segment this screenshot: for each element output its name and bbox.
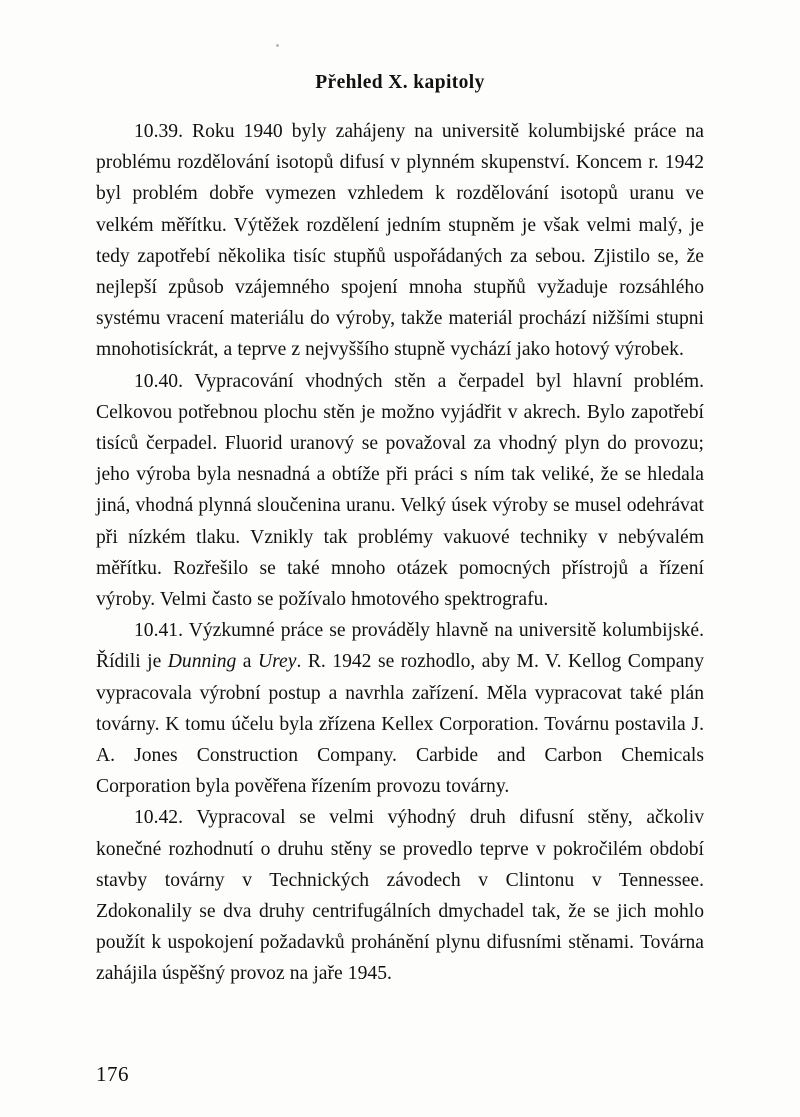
paragraph-10-41-rest: . R. 1942 se rozhodlo, aby M. V. Kellog Company vypracovala výrobní postup a navrhla zařízení. Měla vypracovat také plán továrny. K tomu účelu byla zřízena Kellex Corporation. Továrnu postavila J. A. Jones Construction Company. Carbide and Carbon Chemicals Corporation byla pověřena řízením provozu továrny. xyxy=(96,651,705,798)
page-speck xyxy=(276,44,279,47)
document-body xyxy=(96,116,704,990)
paragraph-10-41 xyxy=(96,615,704,802)
name-urey: Urey xyxy=(258,651,297,673)
page-title: Přehled X. kapitoly xyxy=(315,72,485,93)
paragraph-10-41-lead: 10.41. Výzkumné práce se prováděly hlavně na universitě kolumbijské. Řídili je xyxy=(96,620,704,673)
page-number: 176 xyxy=(96,1062,129,1086)
paragraph-10-40: 10.40. Vypracování vhodných stěn a čerpadel byl hlavní problém. Celkovou potřebnou plochu stěn je možno vyjádřit v akrech. Bylo zapotřebí tisíců čerpadel. Fluorid uranový se považoval za vhodný plyn do provozu; jeho výroba byla nesnadná a obtíže při práci s ním tak veliké, že se hledala jiná, vhodná plynná sloučenina uranu. Velký úsek výroby se musel odehrávat při nízkém tlaku. Vznikly tak problémy vakuové techniky v nebývalém měřítku. Rozřešilo se také mnoho otázek pomocných přístrojů a řízení výroby. Velmi často se požívalo hmotového spektrografu. xyxy=(96,370,704,611)
name-dunning: Dunning xyxy=(167,651,237,673)
paragraph-10-42: 10.42. Vypracoval se velmi výhodný druh difusní stěny, ačkoliv konečné rozhodnutí o druhu stěny se provedlo teprve v pokročilém období stavby továrny v Technických závodech v Clintonu v Tennessee. Zdokonalily se dva druhy centrifugálních dmychadel tak, že se jich mohlo použít k uspokojení požadavků prohánění plynu difusními stěnami. Továrna zahájila úspěšný provoz na jaře 1945. xyxy=(96,807,704,985)
paragraph-10-41-conjunction: a xyxy=(236,651,258,673)
paragraph-10-39: 10.39. Roku 1940 byly zahájeny na universitě kolumbijské práce na problému rozdělování isotopů difusí v plynném skupenství. Koncem r. 1942 byl problém dobře vymezen vzhledem k rozdělování isotopů uranu ve velkém měřítku. Výtěžek rozdělení jedním stupněm je však velmi malý, je tedy zapotřebí několika tisíc stupňů uspořádaných za sebou. Zjistilo se, že nejlepší způsob vzájemného spojení mnoha stupňů vyžaduje rozsáhlého systému vracení materiálu do výroby, takže materiál prochází nižšími stupni mnohotisíckrát, a teprve z nejvyššího stupně vychází jako hotový výrobek. xyxy=(96,121,704,361)
